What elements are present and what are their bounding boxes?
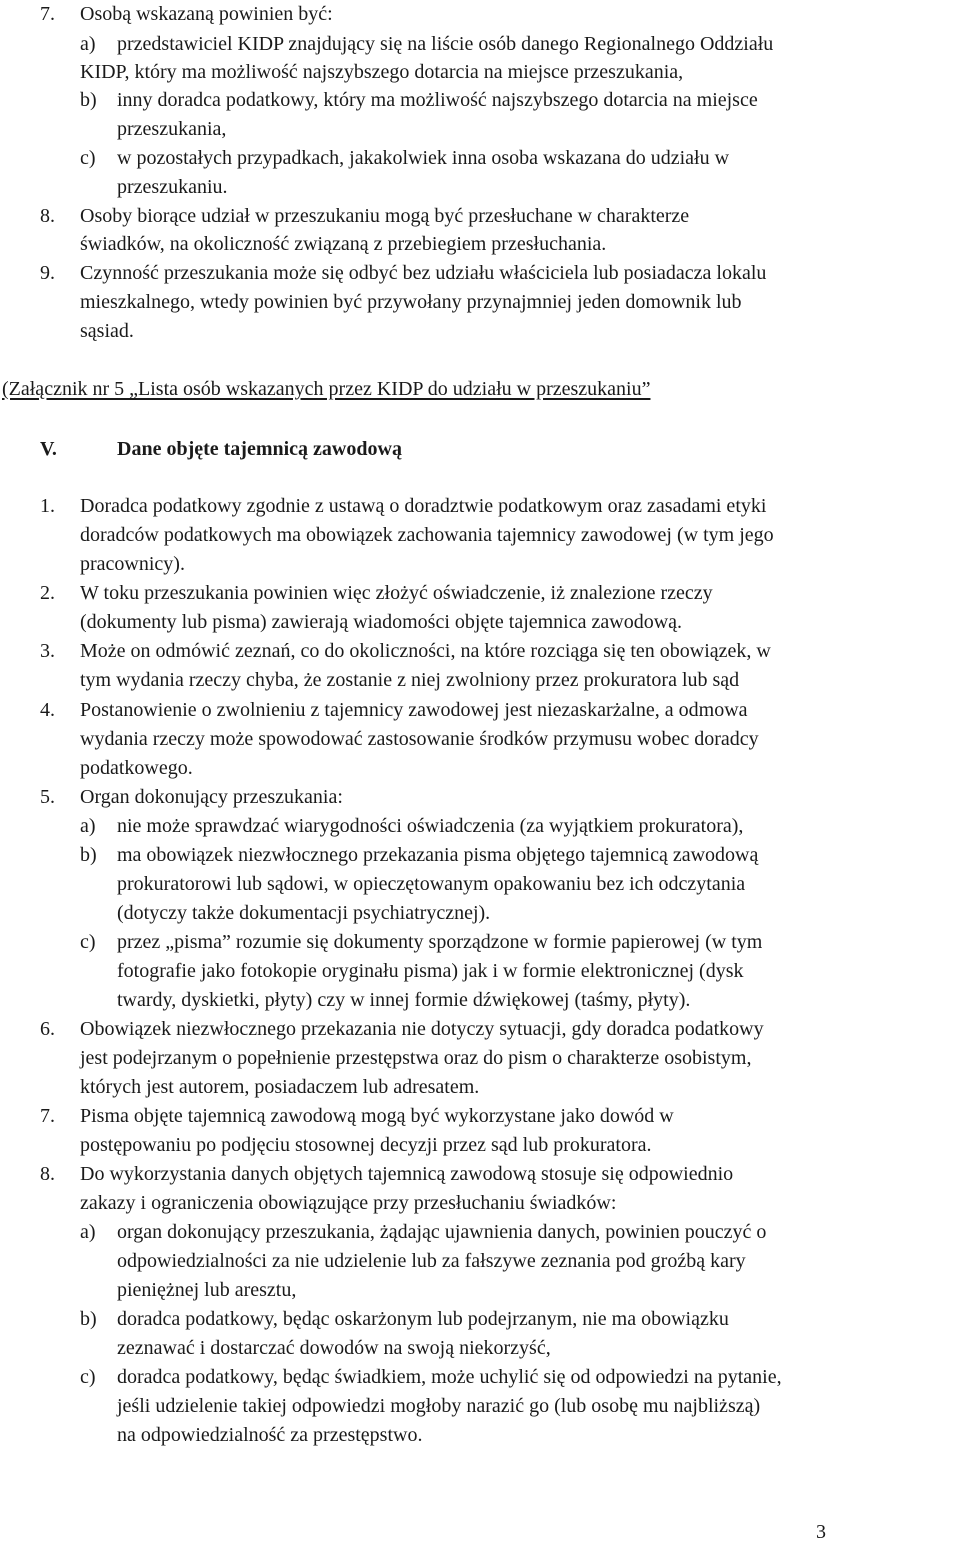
item-text: Może on odmówić zeznań, co do okoliczności, na które rozciąga się ten obowiązek, w <box>80 640 771 662</box>
subitem-text: przez „pisma” rozumie się dokumenty sporządzone w formie papierowej (w tym <box>117 931 763 953</box>
subitem-text: fotografie jako fotokopie oryginału pisma) jak i w formie elektronicznej (dysk <box>117 960 744 982</box>
attachment-note: (Załącznik nr 5 „Lista osób wskazanych przez KIDP do udziału w przeszukaniu” <box>2 378 651 400</box>
item-text: pracownicy). <box>80 553 185 575</box>
item-text: Postanowienie o zwolnieniu z tajemnicy zawodowej jest niezaskarżalne, a odmowa <box>80 699 748 721</box>
subitem-text: w pozostałych przypadkach, jakakolwiek inna osoba wskazana do udziału w <box>117 147 730 169</box>
item-number: 8. <box>40 205 55 227</box>
subitem-text: jeśli udzielenie takiej odpowiedzi mogłoby narazić go (lub osobę mu najbliższą) <box>117 1395 761 1417</box>
item-number: 5. <box>40 786 55 808</box>
subitem-text: organ dokonujący przeszukania, żądając ujawnienia danych, powinien pouczyć o <box>117 1221 767 1243</box>
item-number: 4. <box>40 699 55 721</box>
subitem-marker: a) <box>80 1221 96 1243</box>
subitem-text: przedstawiciel KIDP znajdujący się na liście osób danego Regionalnego Oddziału <box>117 33 774 55</box>
item-number: 6. <box>40 1018 55 1040</box>
item-text: Do wykorzystania danych objętych tajemnicą zawodową stosuje się odpowiednio <box>80 1163 734 1185</box>
item-number: 9. <box>40 262 55 284</box>
item-text: świadków, na okoliczność związaną z przebiegiem przesłuchania. <box>80 233 607 255</box>
item-text: wydania rzeczy może spowodować zastosowanie środków przymusu wobec doradcy <box>80 728 759 750</box>
item-text: Czynność przeszukania może się odbyć bez udziału właściciela lub posiadacza lokalu <box>80 262 767 284</box>
subitem-text: doradca podatkowy, będąc świadkiem, może uchylić się od odpowiedzi na pytanie, <box>117 1366 782 1388</box>
item-text: Doradca podatkowy zgodnie z ustawą o doradztwie podatkowym oraz zasadami etyki <box>80 495 767 517</box>
subitem-marker: a) <box>80 33 96 55</box>
subitem-text: zeznawać i dostarczać dowodów na swoją niekorzyść, <box>117 1337 551 1359</box>
subitem-text: ma obowiązek niezwłocznego przekazania pisma objętego tajemnicą zawodową <box>117 844 759 866</box>
item-text: mieszkalnego, wtedy powinien być przywołany przynajmniej jeden domownik lub <box>80 291 742 313</box>
item-text: W toku przeszukania powinien więc złożyć oświadczenie, iż znalezione rzeczy <box>80 582 713 604</box>
subitem-text: pieniężnej lub aresztu, <box>117 1279 297 1301</box>
item-number: 7. <box>40 3 55 25</box>
item-text: Osobą wskazaną powinien być: <box>80 3 333 25</box>
subitem-text: (dotyczy także dokumentacji psychiatrycznej). <box>117 902 491 924</box>
subitem-marker: c) <box>80 931 96 953</box>
subitem-text: odpowiedzialności za nie udzielenie lub za fałszywe zeznania pod groźbą kary <box>117 1250 746 1272</box>
subitem-text: KIDP, który ma możliwość najszybszego dotarcia na miejsce przeszukania, <box>80 61 684 83</box>
item-number: 3. <box>40 640 55 662</box>
item-text: doradców podatkowych ma obowiązek zachowania tajemnicy zawodowej (w tym jego <box>80 524 774 546</box>
subitem-marker: b) <box>80 1308 97 1330</box>
subitem-marker: c) <box>80 147 96 169</box>
subitem-text: na odpowiedzialność za przestępstwo. <box>117 1424 423 1446</box>
item-text: Organ dokonujący przeszukania: <box>80 786 343 808</box>
subitem-text: inny doradca podatkowy, który ma możliwość najszybszego dotarcia na miejsce <box>117 89 758 111</box>
item-number: 7. <box>40 1105 55 1127</box>
item-text: postępowaniu po podjęciu stosownej decyzji przez sąd lub prokuratora. <box>80 1134 652 1156</box>
item-text: sąsiad. <box>80 320 134 342</box>
item-number: 8. <box>40 1163 55 1185</box>
item-text: których jest autorem, posiadaczem lub adresatem. <box>80 1076 480 1098</box>
subitem-marker: a) <box>80 815 96 837</box>
item-number: 2. <box>40 582 55 604</box>
subitem-text: nie może sprawdzać wiarygodności oświadczenia (za wyjątkiem prokuratora), <box>117 815 744 837</box>
subitem-text: doradca podatkowy, będąc oskarżonym lub podejrzanym, nie ma obowiązku <box>117 1308 729 1330</box>
item-text: (dokumenty lub pisma) zawierają wiadomości objęte tajemnica zawodową. <box>80 611 683 633</box>
subitem-marker: b) <box>80 89 97 111</box>
item-text: Osoby biorące udział w przeszukaniu mogą być przesłuchane w charakterze <box>80 205 690 227</box>
subitem-marker: c) <box>80 1366 96 1388</box>
section-number: V. <box>40 438 57 460</box>
subitem-marker: b) <box>80 844 97 866</box>
subitem-text: prokuratorowi lub sądowi, w opieczętowanym opakowaniu bez ich odczytania <box>117 873 746 895</box>
page-number: 3 <box>816 1521 826 1543</box>
item-number: 1. <box>40 495 55 517</box>
item-text: jest podejrzanym o popełnienie przestępstwa oraz do pism o charakterze osobistym, <box>80 1047 752 1069</box>
subitem-text: twardy, dyskietki, płyty) czy w innej formie dźwiękowej (taśmy, płyty). <box>117 989 691 1011</box>
subitem-text: przeszukaniu. <box>117 176 228 198</box>
item-text: Pisma objęte tajemnicą zawodową mogą być wykorzystane jako dowód w <box>80 1105 674 1127</box>
item-text: Obowiązek niezwłocznego przekazania nie dotyczy sytuacji, gdy doradca podatkowy <box>80 1018 764 1040</box>
item-text: tym wydania rzeczy chyba, że zostanie z niej zwolniony przez prokuratora lub sąd <box>80 669 740 691</box>
item-text: zakazy i ograniczenia obowiązujące przy przesłuchaniu świadków: <box>80 1192 617 1214</box>
subitem-text: przeszukania, <box>117 118 227 140</box>
item-text: podatkowego. <box>80 757 193 779</box>
section-title: Dane objęte tajemnicą zawodową <box>117 438 402 460</box>
